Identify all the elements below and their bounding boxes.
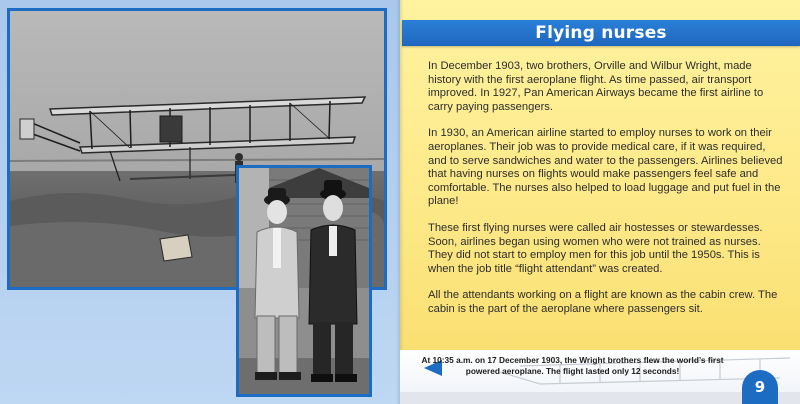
wright-brothers-photo-art <box>239 168 369 394</box>
paragraph-3: These first flying nurses were called air hostesses or stewardesses. Soon, airlines began using women who were not trained as nurses. They did not start to employ men for this job until the 1950s. This is when the job title “flight attendant” was created. <box>428 221 763 275</box>
title-banner <box>402 20 800 46</box>
page-number: 9 <box>742 370 778 404</box>
wright-brothers-photo <box>236 165 372 397</box>
photo-caption: At 10:35 a.m. on 17 December 1903, the Wright brothers flew the world’s first powered aeroplane. The flight lasted only 12 seconds! <box>421 355 724 376</box>
page-gutter <box>396 0 404 404</box>
paragraph-2: In 1930, an American airline started to employ nurses to work on their aeroplanes. Their job was to provide medical care, if it was required, and to serve sandwiches and water to the passengers. Airlines believed that having nurses on flights would make passengers feel safe and comfortable. The nurses also helped to load luggage and put fuel in the plane! <box>428 127 783 208</box>
paragraph-1: In December 1903, two brothers, Orville and Wilbur Wright, made history with the first aeroplane flight. As time passed, air transport improved. In 1927, Pan American Airways became the first airline to carry paying passengers. <box>428 60 764 113</box>
paragraph-4: All the attendants working on a flight are known as the cabin crew. The cabin is the part of the aeroplane where passengers sit. <box>428 289 778 315</box>
page-title: Flying nurses <box>535 23 667 43</box>
article-body <box>428 60 786 330</box>
